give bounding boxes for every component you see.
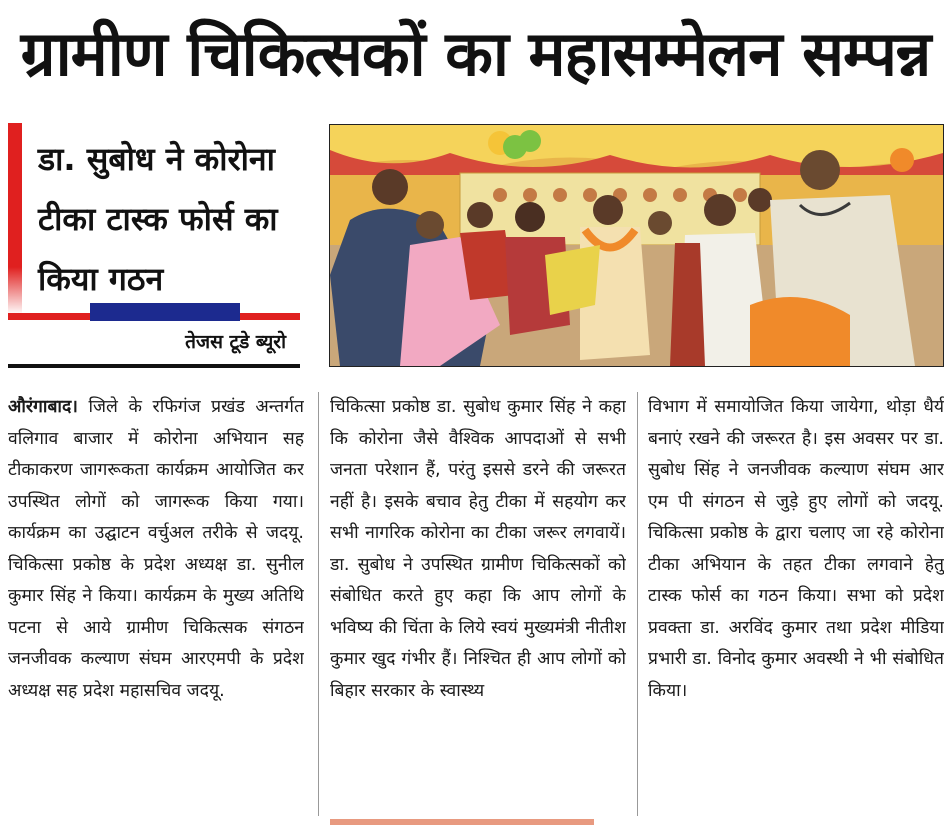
column-divider <box>637 392 638 816</box>
sub-headline: डा. सुबोध ने कोरोना टीका टास्क फोर्स का किया गठन <box>38 140 278 298</box>
article-column-1-text: जिले के रफिगंज प्रखंड अन्तर्गत वलिगाव बाजार में कोरोना अभियान सह टीकाकरण जागरूकता कार्यक्रम आयोजित कर उपस्थित लोगों को जागरूक किया गया। कार्यक्रम का उद्घाटन वर्चुअल तरीके से जदयू. चिकित्सा प्रकोष्ठ के प्रदेश अध्यक्ष डा. सुनील कुमार सिंह ने किया। कार्यक्रम के मुख्य अतिथि पटना से आये ग्रामीण चिकित्सक संगठन जनजीवक कल्याण संघम आरएमपी के प्रदेश अध्यक्ष सह प्रदेश महासचिव जदयू. <box>8 397 304 701</box>
byline-rule <box>8 364 300 368</box>
column-divider <box>318 392 319 816</box>
byline: तेजस टूडे ब्यूरो <box>185 331 286 353</box>
photo-of-felicitation-ceremony-icon <box>330 125 943 366</box>
article-column-2: चिकित्सा प्रकोष्ठ डा. सुबोध कुमार सिंह ने कहा कि कोरोना जैसे वैश्विक आपदाओं से सभी जनता परेशान हैं, परंतु इससे डरने की जरूरत नहीं है। इसके बचाव हेतु टीका में सहयोग कर सभी नागरिक कोरोना का टीका जरूर लगवायें। डा. सुबोध ने उपस्थित ग्रामीण चिकित्सकों को संबोधित करते हुए कहा कि आप लोगों के भविष्य की चिंता के लिये स्वयं मुख्यमंत्री नीतीश कुमार खुद गंभीर हैं। निश्चित ही आप लोगों को बिहार सरकार के स्वास्थ्य <box>330 397 626 701</box>
news-photo <box>329 124 944 367</box>
sub-headline-box <box>8 123 300 319</box>
article-column-3: विभाग में समायोजित किया जायेगा, थोड़ा धैर्य बनाएं रखने की जरूरत है। इस अवसर पर डा. सुबोध सिंह ने जनजीवक कल्याण संघम आर एम पी संगठन से जुड़े हुए लोगों को जदयू. चिकित्सा प्रकोष्ठ के द्वारा चलाए जा रहे कोरोना टीका अभियान के तहत टीका लगवाने हेतु टास्क फोर्स का गठन किया। सभा को प्रदेश प्रवक्ता डा. अरविंद कुमार तथा प्रदेश मीडिया प्रभारी डा. विनोद कुमार अवस्थी ने भी संबोधित किया। <box>648 397 944 701</box>
bottom-rule <box>330 819 594 825</box>
article-column-1 <box>8 392 304 816</box>
red-accent-bar <box>8 123 22 315</box>
headline: ग्रामीण चिकित्सकों का महासम्मेलन सम्पन्न <box>20 17 931 90</box>
dateline: औरंगाबाद। <box>8 397 78 417</box>
